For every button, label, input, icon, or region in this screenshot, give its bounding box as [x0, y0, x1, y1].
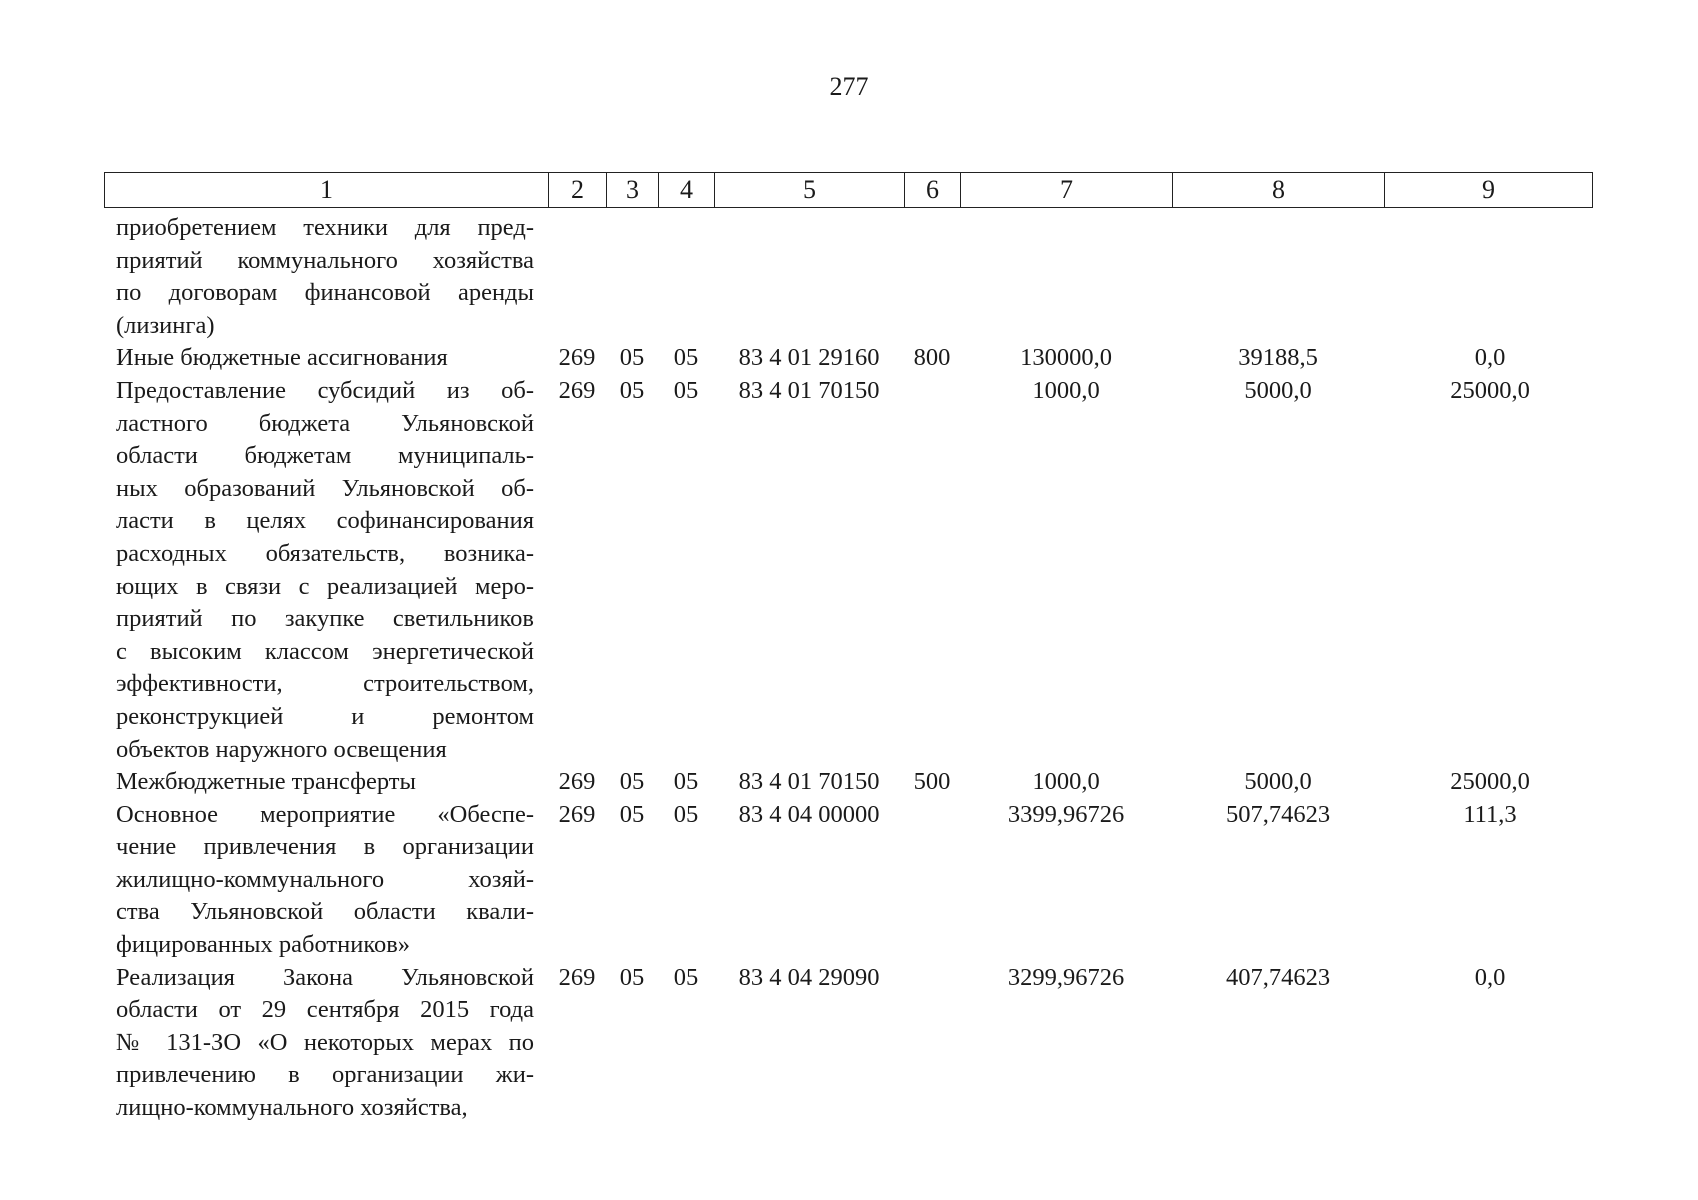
- description-line: чение привлечения в организации: [116, 833, 534, 861]
- cell-col-7: 3299,96726: [1007, 963, 1125, 991]
- description-line: Реализация Закона Ульяновской: [116, 963, 534, 991]
- description-line: фицированных работников»: [116, 931, 411, 959]
- table-row: [0, 212, 1698, 342]
- header-row: [105, 173, 1593, 208]
- header-cell-9: 9: [1385, 173, 1593, 208]
- header-cell-5: 5: [715, 173, 905, 208]
- description-line: приятий коммунального хозяйства: [116, 246, 534, 274]
- description-line: приятий по закупке светильников: [116, 605, 534, 633]
- cell-col-5: 83 4 01 70150: [738, 376, 880, 404]
- header-cell-7: 7: [961, 173, 1173, 208]
- description-line: приобретением техники для пред-: [116, 214, 534, 241]
- header-cell-1: 1: [105, 173, 549, 208]
- cell-col-2: 269: [558, 800, 596, 828]
- cell-col-9: 25000,0: [1450, 376, 1530, 404]
- description-line: ющих в связи с реализацией меро-: [116, 572, 534, 600]
- table-body: [0, 212, 1698, 1125]
- cell-col-4: 05: [673, 963, 699, 991]
- description-line: Основное мероприятие «Обеспе-: [116, 800, 534, 828]
- cell-col-3: 05: [619, 768, 645, 796]
- cell-col-7: 3399,96726: [1007, 800, 1125, 828]
- cell-col-5: 83 4 01 29160: [738, 344, 880, 372]
- cell-col-7: 130000,0: [1020, 344, 1112, 372]
- cell-col-4: 05: [673, 344, 699, 372]
- header-cell-3: 3: [607, 173, 659, 208]
- header-cell-6: 6: [905, 173, 961, 208]
- cell-col-2: 269: [558, 963, 596, 991]
- cell-col-9: 111,3: [1463, 800, 1517, 828]
- header-cell-8: 8: [1173, 173, 1385, 208]
- table-row: [0, 375, 1698, 766]
- description-line: области бюджетам муниципаль-: [116, 442, 534, 470]
- description-line: (лизинга): [116, 311, 215, 339]
- cell-col-6: 800: [913, 344, 951, 372]
- cell-col-7: 1000,0: [1032, 768, 1100, 796]
- table-row: [0, 962, 1698, 1125]
- cell-col-8: 39188,5: [1238, 344, 1318, 372]
- column-header-table: [104, 172, 1593, 208]
- cell-col-8: 507,74623: [1225, 800, 1331, 828]
- cell-col-8: 407,74623: [1225, 963, 1331, 991]
- row-description: [116, 212, 534, 342]
- row-description: [116, 342, 534, 375]
- cell-col-3: 05: [619, 963, 645, 991]
- cell-col-4: 05: [673, 768, 699, 796]
- header-cell-4: 4: [659, 173, 715, 208]
- page-number: 277: [829, 72, 869, 101]
- header-cell-2: 2: [549, 173, 607, 208]
- row-description: [116, 766, 534, 799]
- cell-col-2: 269: [558, 376, 596, 404]
- cell-col-9: 0,0: [1474, 963, 1506, 991]
- cell-col-9: 25000,0: [1450, 768, 1530, 796]
- row-description: [116, 799, 534, 962]
- cell-col-4: 05: [673, 800, 699, 828]
- cell-col-3: 05: [619, 800, 645, 828]
- description-line: Межбюджетные трансферты: [116, 768, 416, 796]
- description-line: реконструкцией и ремонтом: [116, 702, 534, 730]
- description-line: области от 29 сентября 2015 года: [116, 996, 534, 1024]
- description-line: Предоставление субсидий из об-: [116, 376, 534, 404]
- cell-col-9: 0,0: [1474, 344, 1506, 372]
- cell-col-7: 1000,0: [1032, 376, 1100, 404]
- description-line: ных образований Ульяновской об-: [116, 474, 534, 502]
- cell-col-8: 5000,0: [1244, 376, 1312, 404]
- cell-col-2: 269: [558, 344, 596, 372]
- cell-col-8: 5000,0: [1244, 768, 1312, 796]
- cell-col-5: 83 4 04 29090: [738, 963, 880, 991]
- description-line: по договорам финансовой аренды: [116, 279, 534, 307]
- description-line: ства Ульяновской области квали-: [116, 898, 534, 926]
- row-description: [116, 375, 534, 766]
- description-line: объектов наружного освещения: [116, 735, 447, 763]
- description-line: № 131-ЗО «О некоторых мерах по: [116, 1028, 534, 1056]
- table-row: [0, 799, 1698, 962]
- cell-col-2: 269: [558, 768, 596, 796]
- table-row: [0, 342, 1698, 375]
- description-line: лищно-коммунального хозяйства,: [116, 1094, 468, 1122]
- description-line: ласти в целях софинансирования: [116, 507, 534, 535]
- description-line: эффективности, строительством,: [116, 670, 534, 698]
- description-line: ластного бюджета Ульяновской: [116, 409, 534, 437]
- description-line: расходных обязательств, возника-: [116, 539, 534, 567]
- cell-col-5: 83 4 04 00000: [738, 800, 880, 828]
- cell-col-3: 05: [619, 344, 645, 372]
- description-line: с высоким классом энергетической: [116, 637, 534, 665]
- cell-col-6: 500: [913, 768, 951, 796]
- description-line: жилищно-коммунального хозяй-: [116, 865, 534, 893]
- cell-col-3: 05: [619, 376, 645, 404]
- cell-col-4: 05: [673, 376, 699, 404]
- cell-col-5: 83 4 01 70150: [738, 768, 880, 796]
- description-line: Иные бюджетные ассигнования: [116, 344, 448, 372]
- description-line: привлечению в организации жи-: [116, 1061, 534, 1089]
- table-row: [0, 766, 1698, 799]
- row-description: [116, 962, 534, 1125]
